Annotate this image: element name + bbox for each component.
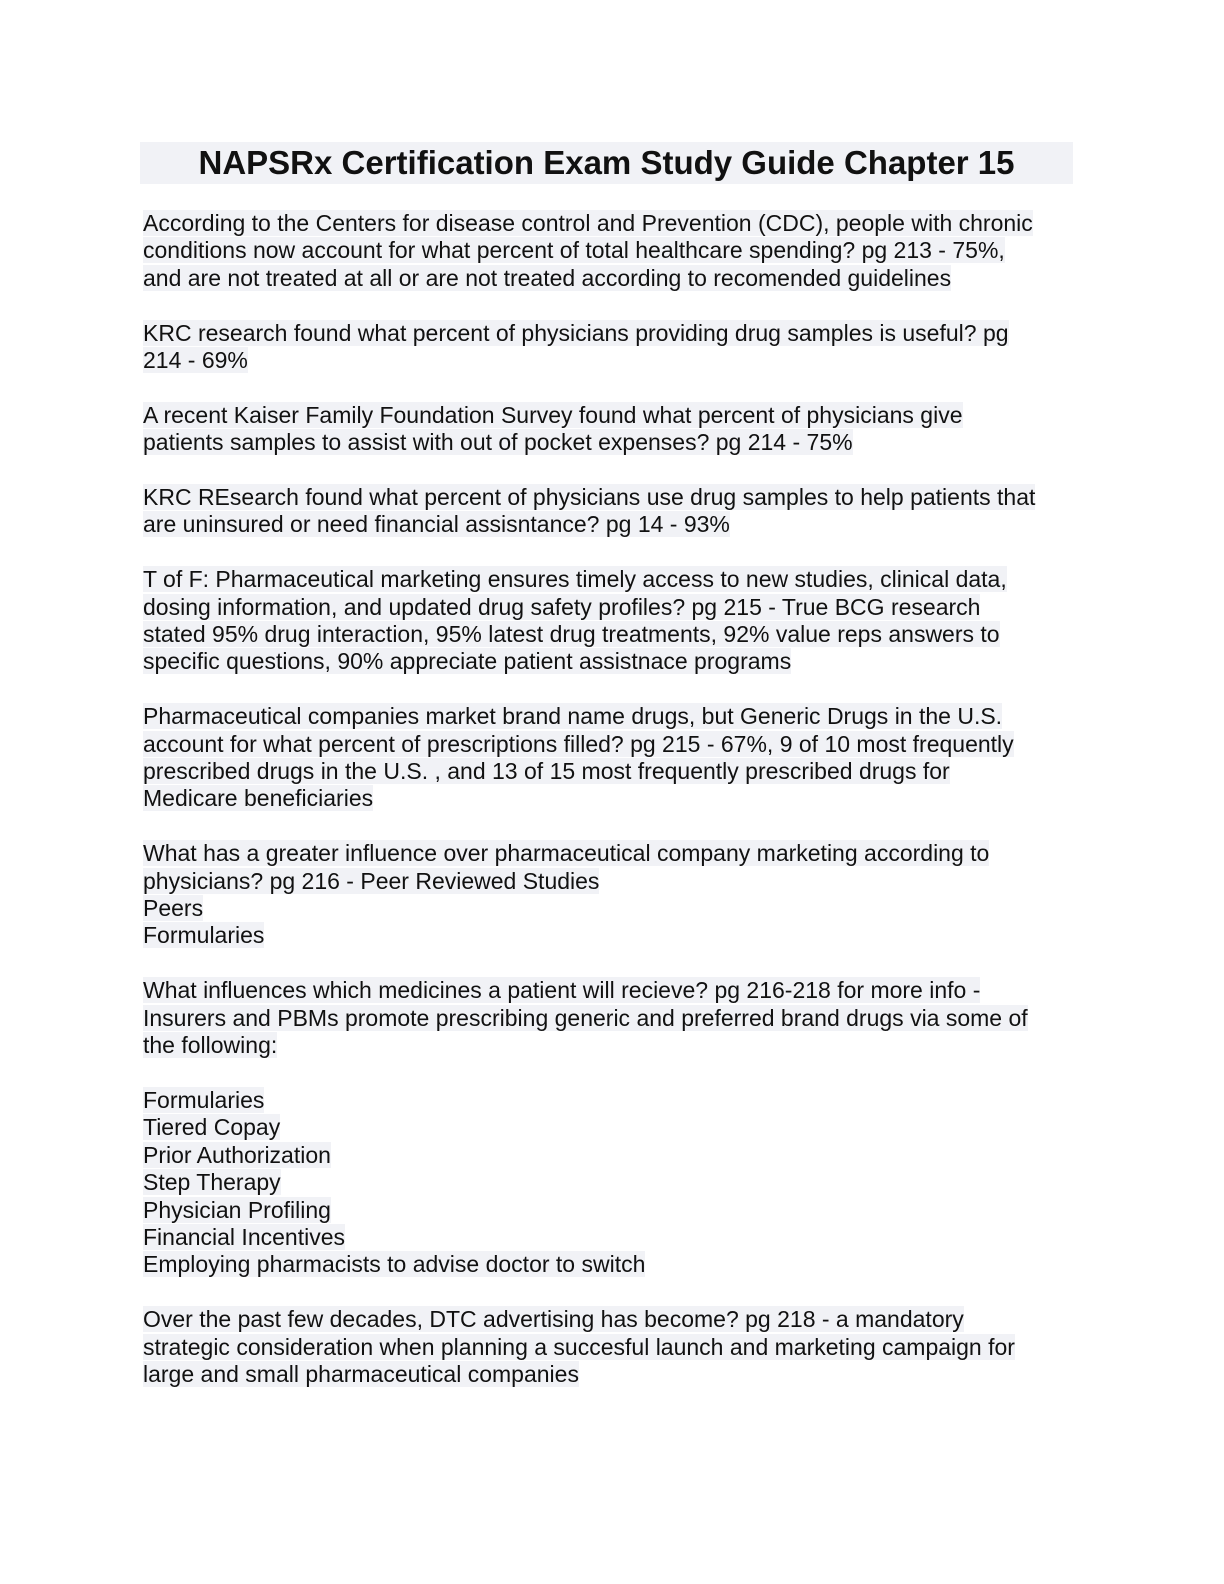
text-line-content: strategic consideration when planning a succesful launch and marketing campaign for [143,1333,1015,1360]
qa-paragraph [143,320,1078,375]
text-line-content: T of F: Pharmaceutical marketing ensures timely access to new studies, clinical data, [143,566,1007,593]
text-line [143,1032,1078,1059]
text-line-content: Insurers and PBMs promote prescribing generic and preferred brand drugs via some of [143,1004,1028,1031]
text-line [143,429,1078,456]
text-line [143,621,1078,648]
text-line-content: stated 95% drug interaction, 95% latest drug treatments, 92% value reps answers to [143,621,1000,648]
text-line [143,1306,1078,1333]
text-line [143,868,1078,895]
text-line-content: Pharmaceutical companies market brand name drugs, but Generic Drugs in the U.S. [143,703,1003,730]
text-line-content: A recent Kaiser Family Foundation Survey found what percent of physicians give [143,401,963,428]
text-line [143,1361,1078,1388]
text-line [143,1224,1078,1251]
text-line [143,731,1078,758]
text-line-content: Employing pharmacists to advise doctor to switch [143,1251,646,1278]
text-line-content: What has a greater influence over pharmaceutical company marketing according to [143,840,990,867]
text-line-content: Prior Authorization [143,1141,331,1168]
text-line-content: large and small pharmaceutical companies [143,1360,579,1387]
qa-paragraph [143,484,1078,539]
text-line [143,1114,1078,1141]
text-line-content: Step Therapy [143,1169,281,1196]
text-line-content: Financial Incentives [143,1223,345,1250]
qa-paragraph [143,1087,1078,1279]
text-line [143,511,1078,538]
text-line [143,758,1078,785]
text-line [143,347,1078,374]
text-line-content: Peers [143,895,204,922]
text-line-content: According to the Centers for disease control and Prevention (CDC), people with chronic [143,210,1033,236]
page-title: NAPSRx Certification Exam Study Guide Chapter 15 [198,144,1015,181]
text-line [143,977,1078,1004]
text-line [143,594,1078,621]
text-line [143,1005,1078,1032]
text-line-content: patients samples to assist with out of pocket expenses? pg 214 - 75% [143,429,853,456]
text-line [143,1142,1078,1169]
text-line [143,840,1078,867]
text-line-content: account for what percent of prescriptions filled? pg 215 - 67%, 9 of 10 most frequently [143,730,1014,757]
text-line-content: dosing information, and updated drug safety profiles? pg 215 - True BCG research [143,593,981,620]
text-line-content: Formularies [143,922,265,949]
text-line-content: physicians? pg 216 - Peer Reviewed Studies [143,867,600,894]
qa-paragraph [143,840,1078,950]
text-line-content: Over the past few decades, DTC advertising has become? pg 218 - a mandatory [143,1306,964,1333]
text-line [143,402,1078,429]
text-line-content: are uninsured or need financial assisntance? pg 14 - 93% [143,511,730,538]
text-line-content: the following: [143,1032,278,1059]
text-line-content: What influences which medicines a patient will recieve? pg 216-218 for more info - [143,977,981,1004]
text-line-content: Physician Profiling [143,1196,331,1223]
text-line-content: specific questions, 90% appreciate patient assistnace programs [143,648,792,675]
text-line [143,210,1078,237]
text-line [143,320,1078,347]
text-line-content: Medicare beneficiaries [143,785,374,812]
qa-paragraph [143,402,1078,457]
text-line [143,1087,1078,1114]
text-line [143,895,1078,922]
text-line-content: prescribed drugs in the U.S. , and 13 of 15 most frequently prescribed drugs for [143,758,950,785]
study-guide-body [143,210,1078,1416]
qa-paragraph [143,1306,1078,1388]
qa-paragraph [143,210,1078,292]
text-line [143,648,1078,675]
text-line-content: Tiered Copay [143,1114,281,1141]
qa-paragraph [143,566,1078,676]
text-line-content: conditions now account for what percent of total healthcare spending? pg 213 - 75%, [143,237,1005,264]
text-line [143,484,1078,511]
text-line-content: Formularies [143,1086,265,1113]
text-line-content: and are not treated at all or are not treated according to recomended guidelines [143,264,952,291]
text-line [143,1334,1078,1361]
qa-paragraph [143,977,1078,1059]
text-line-content: KRC research found what percent of physicians providing drug samples is useful? pg [143,319,1009,346]
text-line [143,1197,1078,1224]
text-line [143,265,1078,292]
text-line [143,1251,1078,1278]
text-line [143,1169,1078,1196]
text-line-content: KRC REsearch found what percent of physicians use drug samples to help patients that [143,484,1036,511]
qa-paragraph [143,703,1078,813]
text-line [143,785,1078,812]
text-line [143,566,1078,593]
text-line [143,922,1078,949]
text-line [143,703,1078,730]
text-line [143,237,1078,264]
text-line-content: 214 - 69% [143,347,248,374]
